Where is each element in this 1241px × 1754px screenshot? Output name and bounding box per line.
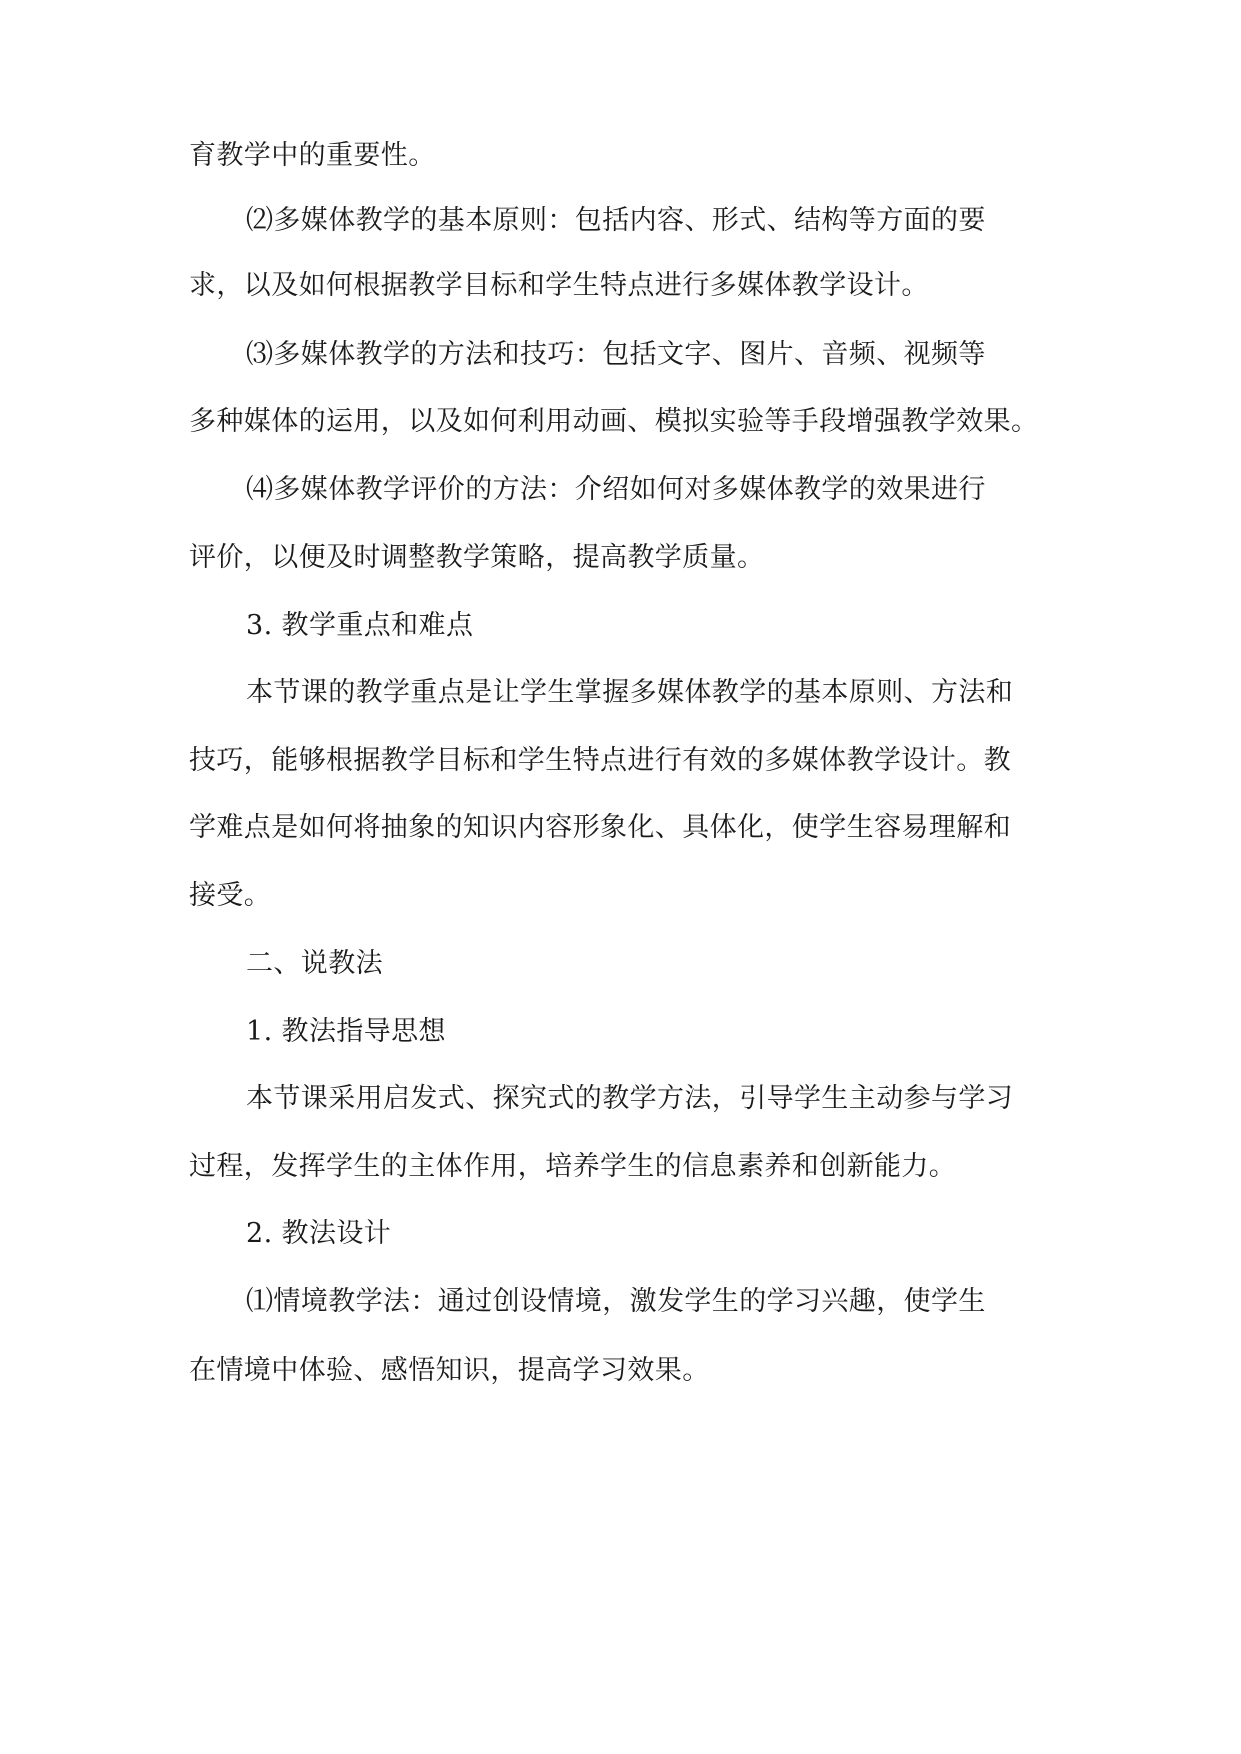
text-line: 评价，以便及时调整教学策略，提高教学质量。 bbox=[189, 542, 765, 573]
section-heading: 2. 教法设计 bbox=[246, 1218, 392, 1249]
list-item-line: ⑵多媒体教学的基本原则：包括内容、形式、结构等方面的要 bbox=[246, 205, 986, 236]
paragraph-line: 本节课采用启发式、探究式的教学方法，引导学生主动参与学习 bbox=[246, 1083, 1014, 1114]
paragraph-line: 本节课的教学重点是让学生掌握多媒体教学的基本原则、方法和 bbox=[246, 677, 1014, 708]
text-line: 育教学中的重要性。 bbox=[189, 140, 436, 171]
text-line: 学难点是如何将抽象的知识内容形象化、具体化，使学生容易理解和 bbox=[189, 812, 1011, 843]
list-item-line: ⑶多媒体教学的方法和技巧：包括文字、图片、音频、视频等 bbox=[246, 339, 986, 370]
section-heading: 1. 教法指导思想 bbox=[246, 1016, 446, 1047]
chapter-heading: 二、说教法 bbox=[246, 948, 383, 979]
text-line: 技巧，能够根据教学目标和学生特点进行有效的多媒体教学设计。教 bbox=[189, 745, 1011, 776]
section-heading: 3. 教学重点和难点 bbox=[246, 610, 474, 641]
text-line: 求，以及如何根据教学目标和学生特点进行多媒体教学设计。 bbox=[189, 270, 929, 301]
list-item-line: ⑷多媒体教学评价的方法：介绍如何对多媒体教学的效果进行 bbox=[246, 474, 986, 505]
text-line: 过程，发挥学生的主体作用，培养学生的信息素养和创新能力。 bbox=[189, 1151, 957, 1182]
text-line: 接受。 bbox=[189, 880, 272, 911]
text-line: 在情境中体验、感悟知识，提高学习效果。 bbox=[189, 1355, 710, 1386]
text-line: 多种媒体的运用，以及如何利用动画、模拟实验等手段增强教学效果。 bbox=[189, 406, 1039, 437]
list-item-line: ⑴情境教学法：通过创设情境，激发学生的学习兴趣，使学生 bbox=[246, 1286, 986, 1317]
